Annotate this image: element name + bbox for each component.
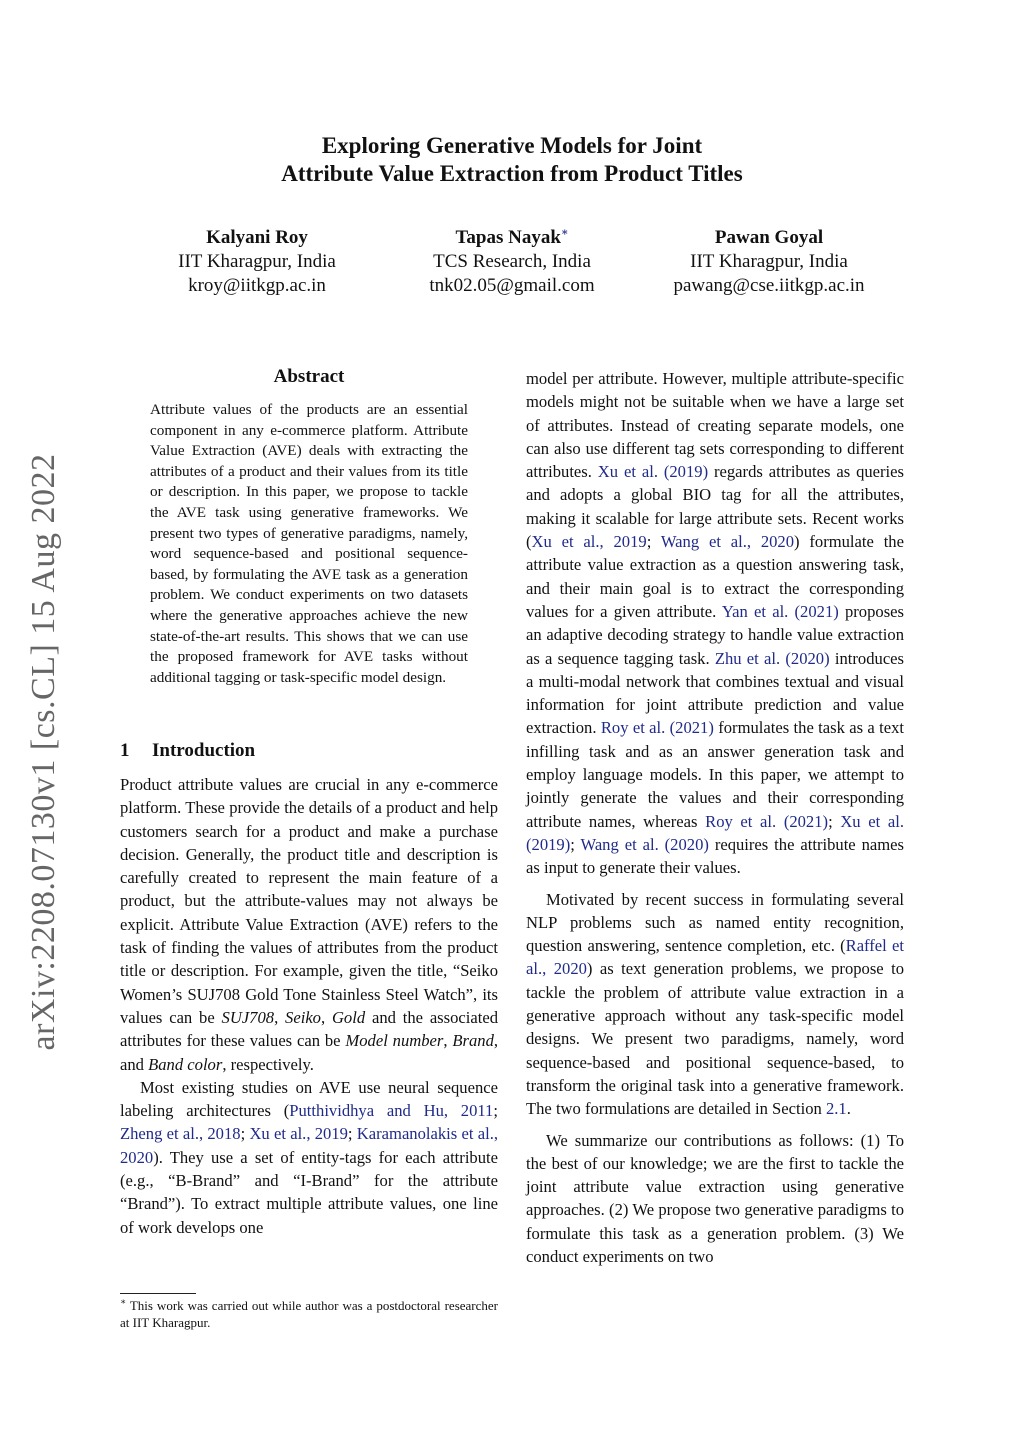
author-footnote-mark[interactable]: ∗ <box>560 226 569 239</box>
section-reference-link[interactable]: 2.1 <box>825 1099 847 1119</box>
paper-title <box>0 132 1024 188</box>
citation-link[interactable]: Roy et al. (2021) <box>705 811 829 831</box>
right-column <box>526 367 904 1268</box>
author-affiliation: TCS Research, India <box>433 251 591 272</box>
author-email: pawang@cse.iitkgp.ac.in <box>673 275 865 296</box>
arxiv-identifier-sidebar <box>26 442 62 1062</box>
abstract-heading: Abstract <box>273 366 345 387</box>
intro-paragraph-3: model per attribute. However, multiple attribute-specific models might not be suitable when we have a large set of attributes. Instead of creating separate models, one can also use different tag sets corresponding to different attributes. Xu et al. (2019) regards attributes as queries and adopts a global BIO tag for all the attributes, making it scalable for large attribute sets. Recent works (Xu et al., 2019; Wang et al., 2020) formulate the attribute value extraction as a question answering task, and their main goal is to extract the corresponding values for a given attribute. Yan et al. (2021) proposes an adaptive decoding strategy to handle value extraction as a sequence tagging task. Zhu et al. (2020) introduces a multi-modal network that combines textual and visual information for joint attribute prediction and value extraction. Roy et al. (2021) formulates the task as a text infilling task and as an answer generation task and employ language models. In this paper, we attempt to jointly generate the values and their corresponding attribute names, whereas Roy et al. (2021); Xu et al. (2019); Wang et al. (2020) requires the attribute names as input to generate their values. <box>526 369 905 878</box>
example-value: Seiko <box>285 1007 321 1027</box>
author-affiliation: IIT Kharagpur, India <box>178 251 336 272</box>
author-name: Tapas Nayak∗ <box>455 226 569 248</box>
title-line-1: Exploring Generative Models for Joint <box>321 133 703 158</box>
example-attribute: Band color <box>148 1054 223 1074</box>
section-title: Introduction <box>152 740 256 761</box>
section-number: 1 <box>120 740 130 761</box>
author-email: tnk02.05@gmail.com <box>429 275 595 296</box>
intro-paragraph-2: Most existing studies on AVE use neural sequence labeling architectures (Putthividhya and Hu, 2011; Zheng et al., 2018; Xu et al., 2019; Karamanolakis et al., 2020). They use a set of entity-tags for each attribute (e.g., “B-Brand” and “I-Brand” for the attribute “Brand”). To extract multiple attribute values, one line of work develops one <box>120 1077 498 1237</box>
citation-link[interactable]: Yan et al. (2021) <box>721 601 839 621</box>
author-affiliation: IIT Kharagpur, India <box>690 251 848 272</box>
author-name: Kalyani Roy <box>206 227 308 248</box>
example-attribute: Model number <box>345 1031 444 1051</box>
footnote-divider <box>120 1293 196 1294</box>
citation-link[interactable]: Xu et al. (2019) <box>526 811 904 854</box>
author-name: Pawan Goyal <box>714 227 824 248</box>
example-value: SUJ708 <box>221 1007 275 1027</box>
intro-paragraph-4: Motivated by recent success in formulating several NLP problems such as named entity recognition, question answering, sentence completion, etc. (Raffel et al., 2020) as text generation problems, we propose to tackle the problem of attribute value extraction in a generative approach without any task-specific model designs. We present two paradigms, namely, word sequence-based and positional sequence-based, to transform the original task into a generative framework. The two formulations are detailed in Section 2.1. <box>526 889 905 1119</box>
footnote-text: This work was carried out while author was a postdoctoral researcher at IIT Kharagpur. <box>120 1298 498 1330</box>
author-block-1 <box>117 226 397 298</box>
citation-link[interactable]: Putthividhya and Hu, 2011 <box>289 1101 494 1121</box>
citation-link[interactable]: Xu et al., 2019 <box>249 1124 348 1144</box>
intro-paragraph-1: Product attribute values are crucial in any e-commerce platform. These provide the details of a product and help customers search for a product and make a purchase decision. Generally, the product title and description is carefully created to represent the main feature of a product, but the attribute-values may not always be explicit. Attribute Value Extraction (AVE) refers to the task of finding the values of attributes from the product title or description. For example, given the title, “Seiko Women’s SUJ708 Gold Tone Stainless Steel Watch”, its values can be SUJ708, Seiko, Gold and the associated attributes for these values can be Model number, Brand, and Band color, respectively. <box>120 775 499 1074</box>
citation-link[interactable]: Xu et al., 2019 <box>531 532 647 552</box>
citation-link[interactable]: Raffel et al., 2020 <box>526 936 904 979</box>
citation-link[interactable]: Xu et al. (2019) <box>597 462 709 482</box>
citation-link[interactable]: Wang et al. (2020) <box>580 834 709 854</box>
author-block-2 <box>372 226 652 298</box>
citation-link[interactable]: Wang et al., 2020 <box>660 532 795 552</box>
left-column <box>120 773 498 1239</box>
citation-link[interactable]: Roy et al. (2021) <box>600 718 714 738</box>
abstract-text <box>150 400 468 688</box>
citation-link[interactable]: Zheng et al., 2018 <box>120 1124 241 1144</box>
intro-paragraph-5: We summarize our contributions as follows: (1) To the best of our knowledge; we are the first to tackle the joint attribute value extraction using generative approaches. (2) We propose two generative paradigms to formulate this task as a generation problem. (3) We conduct experiments on two <box>526 1130 904 1266</box>
author-email: kroy@iitkgp.ac.in <box>188 275 326 296</box>
abstract-paragraph: Attribute values of the products are an essential component in any e-commerce platform. Attribute Value Extraction (AVE) deals with extracting the attributes of a product and their values from its title or description. In this paper, we propose to tackle the AVE task using generative frameworks. We present two types of generative paradigms, namely, word sequence-based and positional sequence-based, by formulating the AVE task as a generation problem. We conduct experiments on two datasets where the generative approaches achieve the new state-of-the-art results. This shows that we can use the proposed framework for AVE tasks without additional tagging or task-specific model design. <box>150 401 468 686</box>
footnote-mark: ∗ <box>120 1296 127 1307</box>
arxiv-identifier[interactable]: arXiv:2208.07130v1 [cs.CL] 15 Aug 2022 <box>25 453 62 1051</box>
citation-link[interactable]: Karamanolakis et al., 2020 <box>120 1124 498 1167</box>
example-value: Gold <box>331 1007 366 1027</box>
section-heading-introduction <box>120 740 255 762</box>
title-line-2: Attribute Value Extraction from Product Titles <box>281 161 743 186</box>
footnote <box>120 1297 498 1331</box>
citation-link[interactable]: Zhu et al. (2020) <box>714 648 830 668</box>
author-block-3 <box>629 226 909 298</box>
example-attribute: Brand <box>452 1031 494 1051</box>
